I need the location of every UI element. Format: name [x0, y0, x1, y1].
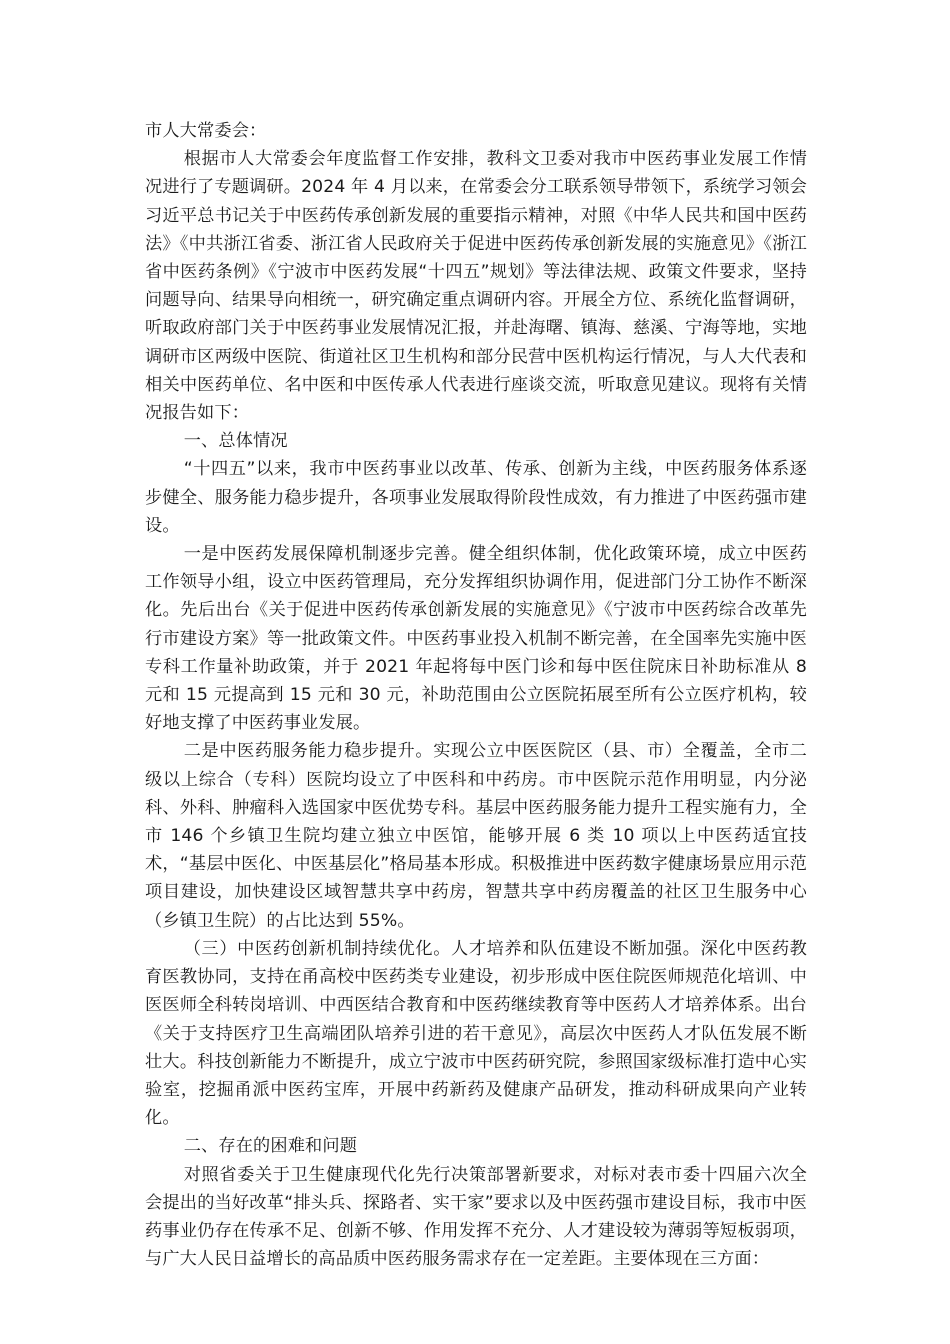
section-heading-overview: 一、总体情况 — [183, 431, 288, 452]
intro-paragraph: 根据市人大常委会年度监督工作安排，教科文卫委对我市中医药事业发展工作情况进行了专题调研。2024 年 4 月以来，在常委会分工联系领导带领下，系统学习领会习近平总书记关于中医药传承创新发展的重要指示精神，对照《中华人民共和国中医药法》《中共浙江省委、浙江省人民政府关于促进中医药传承创新发展的实施意见》《浙江省中医药条例》《宁波市中医药发展“十四五”规划》等法律法规、政策文件要求，坚持问题导向、结果导向相统一，研究确定重点调研内容。开展全方位、系统化监督调研，听取政府部门关于中医药事业发展情况汇报，并赴海曙、镇海、慈溪、宁海等地，实地调研市区两级中医院、街道社区卫生机构和部分民营中医机构运行情况，与人大代表和相关中医药单位、名中医和中医传承人代表进行座谈交流，听取意见建议。现将有关情况报告如下： — [145, 149, 807, 424]
section-heading-problems: 二、存在的困难和问题 — [183, 1136, 358, 1157]
overview-paragraph: “十四五”以来，我市中医药事业以改革、传承、创新为主线，中医药服务体系逐步健全、服务能力稳步提升，各项事业发展取得阶段性成效，有力推进了中医药强市建设。 — [145, 459, 807, 536]
service-capacity-paragraph: 二是中医药服务能力稳步提升。实现公立中医医院区（县、市）全覆盖，全市二级以上综合（专科）医院均设立了中医科和中药房。市中医院示范作用明显，内分泌科、外科、肿瘤科入选国家中医优势专科。基层中医药服务能力提升工程实施有力，全市 146 个乡镇卫生院均建立独立中医馆，能够开展 6 类 10 项以上中医药适宜技术，“基层中医化、中医基层化”格局基本形成。积极推进中医药数字健康场景应用示范项目建设，加快建设区域智慧共享中药房，智慧共享中药房覆盖的社区卫生服务中心（乡镇卫生院）的占比达到 55%。 — [145, 741, 807, 931]
problems-paragraph: 对照省委关于卫生健康现代化先行决策部署新要求，对标对表市委十四届六次全会提出的当好改革“排头兵、探路者、实干家”要求以及中医药强市建设目标，我市中医药事业仍存在传承不足、创新不够、作用发挥不充分、人才建设较为薄弱等短板弱项，与广大人民日益增长的高品质中医药服务需求存在一定差距。主要体现在三方面： — [145, 1164, 807, 1270]
innovation-mechanism-paragraph: （三）中医药创新机制持续优化。人才培养和队伍建设不断加强。深化中医药教育医教协同，支持在甬高校中医药类专业建设，初步形成中医住院医师规范化培训、中医医师全科转岗培训、中西医结合教育和中医药继续教育等中医药人才培养体系。出台《关于支持医疗卫生高端团队培养引进的若干意见》，高层次中医药人才队伍发展不断壮大。科技创新能力不断提升，成立宁波市中医药研究院，参照国家级标准打造中心实验室，挖掘甬派中医药宝库，开展中药新药及健康产品研发，推动科研成果向产业转化。 — [145, 938, 807, 1129]
salutation: 市人大常委会： — [145, 121, 267, 141]
guarantee-mechanism-paragraph: 一是中医药发展保障机制逐步完善。健全组织体制，优化政策环境，成立中医药工作领导小组，设立中医药管理局，充分发挥组织协调作用，促进部门分工协作不断深化。先后出台《关于促进中医药传承创新发展的实施意见》《宁波市中医药综合改革先行市建设方案》等一批政策文件。中医药事业投入机制不断完善，在全国率先实施中医专科工作量补助政策，并于 2021 年起将每中医门诊和每中医住院床日补助标准从 8 元和 15 元提高到 15 元和 30 元，补助范围由公立医院拓展至所有公立医疗机构，较好地支撑了中医药事业发展。 — [145, 544, 807, 734]
report-body — [145, 117, 807, 1273]
